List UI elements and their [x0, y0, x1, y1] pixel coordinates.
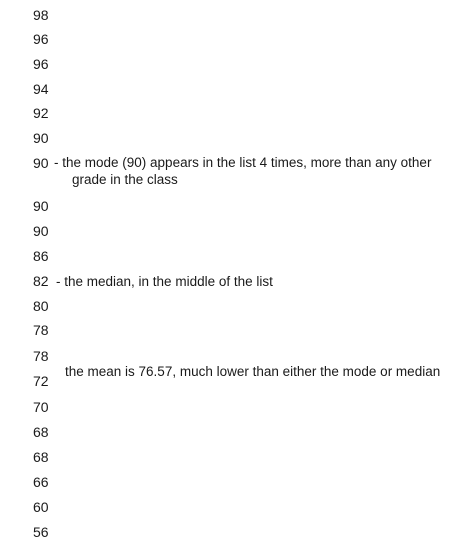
grade-value: 90 [33, 223, 49, 239]
grade-value: 82 [33, 273, 49, 289]
grade-value: 78 [33, 348, 49, 364]
grade-value: 70 [33, 399, 49, 415]
grade-value: 72 [33, 373, 49, 389]
grade-value: 90 [33, 130, 49, 146]
grade-value: 86 [33, 248, 49, 264]
grade-value: 68 [33, 424, 49, 440]
grade-value: 56 [33, 524, 49, 540]
grade-value: 96 [33, 31, 49, 47]
mode-annotation [54, 154, 431, 188]
grade-value: 60 [33, 499, 49, 515]
mode-annotation-line1: - the mode (90) appears in the list 4 times, more than any other [54, 155, 432, 170]
grade-value: 68 [33, 449, 49, 465]
mode-annotation-line2: grade in the class [72, 172, 178, 187]
mean-annotation: the mean is 76.57, much lower than either the mode or median [65, 364, 441, 379]
grade-value: 90 [33, 198, 49, 214]
grade-value: 90 [33, 155, 49, 171]
median-annotation: - the median, in the middle of the list [56, 274, 273, 289]
grade-value: 96 [33, 56, 49, 72]
grade-value: 92 [33, 105, 49, 121]
grade-value: 94 [33, 81, 49, 97]
grade-value: 80 [33, 298, 49, 314]
grade-value: 98 [33, 7, 49, 23]
grade-value: 78 [33, 322, 49, 338]
grade-value: 66 [33, 474, 49, 490]
